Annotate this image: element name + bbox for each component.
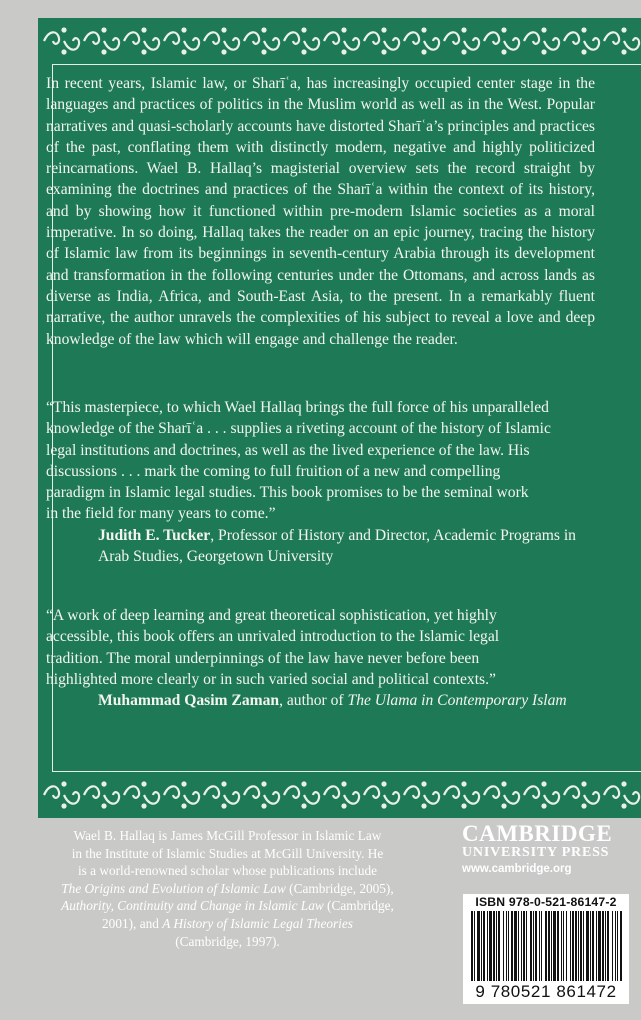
ornament-motif <box>404 781 439 808</box>
ornament-motif <box>444 27 479 54</box>
bio-line <box>30 880 425 898</box>
barcode-bar <box>541 911 542 981</box>
barcode-bar <box>620 911 622 981</box>
barcode-icon <box>467 911 625 983</box>
ornament-motif <box>44 781 79 808</box>
barcode-bar <box>615 911 616 981</box>
publisher-subname: UNIVERSITY PRESS <box>462 845 610 860</box>
ornament-motif <box>564 27 599 54</box>
barcode-bar <box>474 911 475 981</box>
barcode-bar <box>511 911 513 981</box>
barcode-bar <box>602 911 604 981</box>
ornament-motif <box>284 27 319 54</box>
barcode-bar <box>607 911 609 981</box>
book-blurb <box>46 73 595 350</box>
quote-line: paradigm in Islamic legal studies. This book promises to be the seminal work <box>46 484 529 502</box>
review-attribution <box>46 525 606 546</box>
barcode-bar <box>617 911 618 981</box>
ornament-motif <box>484 27 519 54</box>
ornament-motif <box>524 781 559 808</box>
bio-book-title: A History of Islamic Legal Theories <box>162 915 353 931</box>
review-zaman <box>46 605 606 711</box>
barcode-bar <box>583 911 584 981</box>
bio-line: is a world-renowned scholar whose publications include <box>77 863 378 879</box>
quote-line: knowledge of the Sharīʿa . . . supplies a riveting account of the history of Islamic <box>46 420 551 438</box>
bio-line: (Cambridge, 1997). <box>175 933 280 949</box>
barcode-bar <box>526 911 527 981</box>
ornament-motif <box>84 27 119 54</box>
blurb-paragraph: In recent years, Islamic law, or Sharīʿa, has increasingly occupied center stage in the languages and practices of politics in the Muslim world as well as in the West. Popular narratives and quasi-scholarly accounts have distorted Sharīʿa’s principles and practices of the past, conflating them with distinctly modern, negative and highly politicized reincarnations. Wael B. Hallaq’s magisterial overview sets the record straight by examining the doctrines and practices of the Sharīʿa within the context of its history, and by showing how it functioned within pre-modern Islamic societies as a moral imperative. In so doing, Hallaq takes the reader on an epic journey, tracing the history of Islamic law from its beginnings in seventh-century Arabia through its development and transformation in the following centuries under the Ottomans, and across lands as diverse as India, Africa, and South-East Asia, to the present. In a remarkably fluent narrative, the author unravels the complexities of his subject to reveal a love and deep knowledge of the law which will engage and challenge the reader. <box>46 75 595 348</box>
ornament-motif <box>364 27 399 54</box>
barcode-bar <box>563 911 564 981</box>
review-attribution <box>46 690 606 711</box>
review-tucker <box>46 397 606 567</box>
bio-text: 2001), and <box>102 915 163 931</box>
barcode-bar <box>575 911 577 981</box>
review-quote <box>46 605 606 690</box>
barcode-bar <box>489 911 492 981</box>
barcode-bar <box>471 911 473 981</box>
quote-line: legal institutions and doctrines, as well as the lived experience of the law. His <box>46 441 530 459</box>
ornament-motif <box>604 781 639 808</box>
barcode-bar <box>590 911 591 981</box>
barcode-bar <box>539 911 540 981</box>
reviewer-title: , Professor of History and Director, Academic Programs in <box>210 526 576 544</box>
ornament-pattern-top <box>38 18 641 64</box>
reviewer-title: , author of <box>279 692 348 710</box>
quote-line: tradition. The moral underpinnings of the law have never before been <box>46 649 480 667</box>
barcode-bar <box>487 911 488 981</box>
ornament-motif <box>364 781 399 808</box>
barcode-bar <box>498 911 500 981</box>
ornament-motif <box>324 27 359 54</box>
publisher-name: CAMBRIDGE <box>462 821 613 846</box>
barcode-bar <box>578 911 579 981</box>
barcode-bar <box>493 911 495 981</box>
ornament-motif <box>124 781 159 808</box>
review-quote <box>46 397 606 525</box>
ornament-motif <box>84 781 119 808</box>
publisher-url: www.cambridge.org <box>462 863 572 875</box>
ornament-motif <box>124 27 159 54</box>
barcode-bar <box>570 911 571 981</box>
barcode-bar <box>514 911 517 981</box>
barcode-bar <box>592 911 594 981</box>
bio-book-title: The Origins and Evolution of Islamic Law <box>61 880 286 896</box>
barcode-bar <box>598 911 601 981</box>
ornament-motif <box>524 27 559 54</box>
barcode-bar <box>572 911 574 981</box>
barcode-bar <box>553 911 556 981</box>
barcode-bar <box>561 911 562 981</box>
barcode-bar <box>551 911 552 981</box>
ornament-motif <box>204 781 239 808</box>
barcode-bar <box>483 911 485 981</box>
ornament-motif <box>44 27 79 54</box>
barcode-bar <box>566 911 567 981</box>
quote-line: highlighted more clearly or in such varied social and political contexts.” <box>46 670 496 688</box>
barcode-bar <box>503 911 504 981</box>
ornament-motif <box>444 781 479 808</box>
reviewer-name: Judith E. Tucker <box>98 526 211 544</box>
barcode-bar <box>557 911 559 981</box>
quote-line: accessible, this book offers an unrivaled introduction to the Islamic legal <box>46 628 500 646</box>
barcode-bar <box>535 911 537 981</box>
publisher-logo <box>462 822 638 875</box>
isbn-label: ISBN 978-0-521-86147-2 <box>475 895 617 909</box>
barcode-bar <box>580 911 582 981</box>
ornament-motif <box>604 27 639 54</box>
bio-text: (Cambridge, <box>323 898 394 914</box>
barcode-bar <box>548 911 550 981</box>
barcode-bar <box>533 911 534 981</box>
bio-line: in the Institute of Islamic Studies at McGill University. He <box>71 845 384 861</box>
bio-book-title: Authority, Continuity and Change in Islamic Law <box>61 898 324 914</box>
barcode-bar <box>496 911 497 981</box>
barcode-bar <box>586 911 589 981</box>
ornamental-border-top <box>38 18 641 64</box>
barcode-bar <box>518 911 519 981</box>
ornament-motif <box>324 781 359 808</box>
barcode-bar <box>508 911 509 981</box>
barcode-bar <box>481 911 482 981</box>
ornament-pattern-bottom <box>38 772 641 818</box>
ornament-motif <box>244 27 279 54</box>
barcode-bar <box>612 911 613 981</box>
quote-line: “This masterpiece, to which Wael Hallaq brings the full force of his unparalleled <box>46 399 549 416</box>
ornament-motif <box>564 781 599 808</box>
ornament-motif <box>284 781 319 808</box>
barcode-bar <box>477 911 480 981</box>
barcode-bar <box>523 911 525 981</box>
barcode-bar <box>521 911 522 981</box>
ornament-motif <box>164 27 199 54</box>
bio-line: Wael B. Hallaq is James McGill Professor in Islamic Law <box>73 828 382 843</box>
quote-line: “A work of deep learning and great theoretical sophistication, yet highly <box>46 607 497 624</box>
bio-line <box>30 915 425 933</box>
ornament-motif <box>244 781 279 808</box>
author-bio <box>30 827 425 950</box>
ornament-motif <box>204 27 239 54</box>
ornament-motif <box>484 781 519 808</box>
barcode-bar <box>545 911 547 981</box>
ornament-motif <box>164 781 199 808</box>
barcode-bar <box>605 911 606 981</box>
barcode-digits: 9 780521 861472 <box>475 982 617 1001</box>
barcode-bar <box>506 911 507 981</box>
barcode-bar <box>530 911 532 981</box>
barcode-bar <box>596 911 597 981</box>
bio-text: (Cambridge, 2005), <box>285 880 394 896</box>
reviewer-name: Muhammad Qasim Zaman <box>98 692 280 710</box>
ornamental-border-bottom <box>38 772 641 818</box>
barcode-panel <box>463 894 629 1004</box>
bio-line <box>30 897 425 915</box>
quote-line: discussions . . . mark the coming to full fruition of a new and compelling <box>46 462 501 480</box>
reviewer-affiliation: Arab Studies, Georgetown University <box>98 548 334 566</box>
reviewer-book-title: The Ulama in Contemporary Islam <box>347 692 567 710</box>
ornament-motif <box>404 27 439 54</box>
quote-line: in the field for many years to come.” <box>46 505 276 523</box>
